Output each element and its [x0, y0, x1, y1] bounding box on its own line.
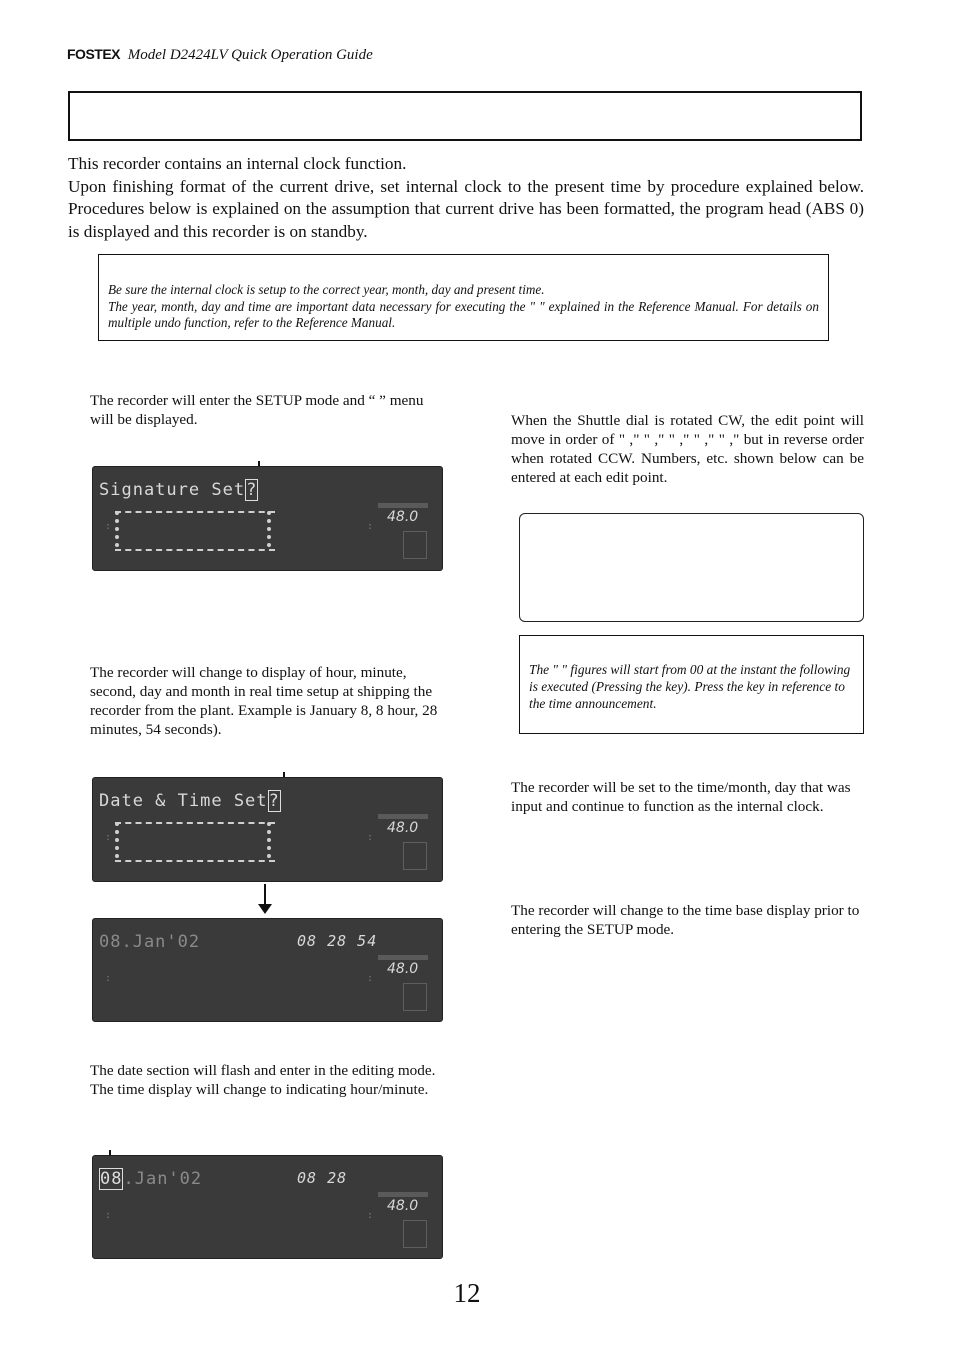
intro-line-1: This recorder contains an internal clock function. [68, 154, 407, 173]
lcd-date-rest: .Jan'02 [123, 1169, 203, 1189]
page-header [67, 46, 373, 64]
lcd-sample-rate: 48.0 [387, 509, 419, 525]
down-arrow-shaft [264, 884, 266, 906]
lcd-sample-rate: 48.0 [387, 1198, 419, 1214]
note-line-2: The year, month, day and time are important data necessary for executing the " " explained in the Reference Manual. For details on multiple undo function, refer to the Reference Manual. [108, 298, 819, 331]
lcd-time: 08 28 [297, 1169, 348, 1187]
down-arrow-icon [258, 904, 272, 914]
step-text-setup-mode: The recorder will enter the SETUP mode and “ ” menu will be displayed. [90, 392, 424, 428]
lcd-meter [403, 1220, 427, 1248]
note-box-seconds [519, 635, 864, 734]
edit-values-box [519, 513, 864, 622]
lcd-sample-rate: 48.0 [387, 820, 419, 836]
lcd-time: 08 28 54 [297, 932, 378, 950]
step-text-set-clock: The recorder will be set to the time/month, day that was input and continue to function as the internal clock. [511, 779, 851, 815]
lcd-frame [115, 822, 275, 862]
lcd-meter [403, 983, 427, 1011]
lcd-menu-text: Signature Set [99, 480, 246, 500]
lcd-display-clock: 08.Jan'02 08 28 54 48.0 : : [92, 918, 443, 1022]
lcd-display-datetime: Date & Time Set? 48.0 : : [92, 777, 443, 882]
step-text-editing: The date section will flash and enter in the editing mode. The time display will change to indicating hour/minute. [90, 1062, 436, 1098]
note-seconds-text: The " " figures will start from 00 at the instant the following is executed (Pressing the key). Press the key in reference to the time announcement. [529, 662, 851, 711]
lcd-menu-text: Date & Time Set [99, 791, 268, 811]
step-text-shuttle: When the Shuttle dial is rotated CW, the edit point will move in order of " ," " ," " ," " ," " ," but in reverse order when rotated CCW. Numbers, etc. shown below can be entered at each edit point. [511, 412, 864, 486]
lcd-sample-rate: 48.0 [387, 961, 419, 977]
section-title-box [68, 91, 862, 141]
lcd-level-bar [378, 503, 428, 508]
guide-title: Model D2424LV Quick Operation Guide [127, 47, 373, 63]
lcd-meter [403, 842, 427, 870]
lcd-frame [115, 511, 275, 551]
intro-text [68, 153, 864, 243]
lcd-day-edit: 08 [100, 1169, 123, 1189]
lcd-level-bar [378, 1192, 428, 1197]
brand-logo: FOSTEX [67, 46, 121, 62]
lcd-cursor: ? [268, 791, 280, 811]
lcd-level-bar [378, 814, 428, 819]
page-number: 12 [453, 1278, 481, 1308]
lcd-date: 08.Jan'02 [99, 932, 201, 952]
lcd-level-bar [378, 955, 428, 960]
step-text-exit: The recorder will change to the time base display prior to entering the SETUP mode. [511, 902, 860, 938]
lcd-cursor: ? [246, 480, 258, 500]
step-text-realtime: The recorder will change to display of hour, minute, second, day and month in real time setup at shipping the recorder from the plant. Example is January 8, 8 hour, 28 minutes, 54 seconds). [90, 664, 438, 738]
lcd-meter [403, 531, 427, 559]
note-box-clock [98, 254, 829, 341]
lcd-display-signature: Signature Set? 48.0 : : [92, 466, 443, 571]
note-line-1: Be sure the internal clock is setup to the correct year, month, day and present time. [108, 282, 545, 297]
intro-line-2: Upon finishing format of the current drive, set internal clock to the present time by procedure explained below. Procedures below is explained on the assumption that current drive has been formatted, the program head (ABS 0) is displayed and this recorder is on standby. [68, 176, 864, 241]
lcd-display-edit: 08.Jan'02 08 28 48.0 : : [92, 1155, 443, 1259]
